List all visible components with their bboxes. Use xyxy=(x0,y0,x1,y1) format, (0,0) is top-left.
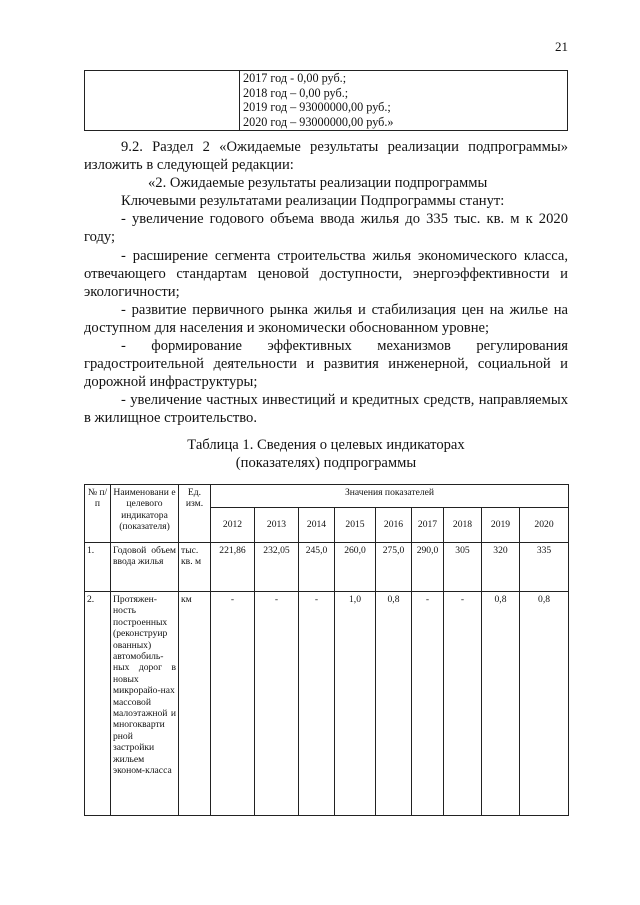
list-item: - расширение сегмента строительства жилья экономического класса, отвечающего стандартам ценовой доступности, энергоэффективности и экологичности; xyxy=(84,247,568,300)
list-item: - формирование эффективных механизмов регулирования градостроительной деятельности и развития инженерной, социальной и дорожной инфраструктуры; xyxy=(84,338,568,391)
row-value: 0,8 xyxy=(482,592,520,816)
row-value: 335 xyxy=(520,543,569,592)
row-value: 1,0 xyxy=(335,592,376,816)
table-header-row xyxy=(85,485,569,508)
row-value: 290,0 xyxy=(412,543,444,592)
funding-table-lines-cell xyxy=(240,71,568,131)
header-year: 2019 xyxy=(482,508,520,543)
funding-line: 2018 год – 0,00 руб.; xyxy=(243,85,349,100)
row-value: - xyxy=(299,592,335,816)
row-value: 260,0 xyxy=(335,543,376,592)
header-year: 2015 xyxy=(335,508,376,543)
funding-line: 2020 год – 93000000,00 руб.» xyxy=(243,114,394,129)
row-value: 320 xyxy=(482,543,520,592)
row-value: 275,0 xyxy=(376,543,412,592)
row-name: Годовой объем ввода жилья xyxy=(111,543,179,592)
row-value: 0,8 xyxy=(376,592,412,816)
page-number: 21 xyxy=(555,39,568,54)
header-year: 2012 xyxy=(211,508,255,543)
funding-line: 2019 год – 93000000,00 руб.; xyxy=(243,100,391,115)
row-value: - xyxy=(255,592,299,816)
header-values: Значения показателей xyxy=(211,485,569,508)
section-heading: «2. Ожидаемые результаты реализации подпрограммы xyxy=(148,175,488,192)
row-num: 2. xyxy=(85,592,111,816)
table-row xyxy=(85,543,569,592)
header-num: № п/п xyxy=(85,485,111,543)
funding-line: 2017 год - 0,00 руб.; xyxy=(243,71,347,85)
list-item: - увеличение частных инвестиций и кредитных средств, направляемых в жилищное строительство. xyxy=(84,392,568,427)
paragraph: 9.2. Раздел 2 «Ожидаемые результаты реализации подпрограммы» изложить в следующей редакции: xyxy=(84,139,568,174)
funding-table xyxy=(84,70,568,131)
header-unit: Ед. изм. xyxy=(179,485,211,543)
table-caption-line: (показателях) подпрограммы xyxy=(235,455,417,471)
table-caption-line: Таблица 1. Сведения о целевых индикаторах xyxy=(187,437,465,453)
header-year: 2018 xyxy=(444,508,482,543)
paragraph: Ключевыми результатами реализации Подпрограммы станут: xyxy=(121,193,505,210)
row-value: 245,0 xyxy=(299,543,335,592)
header-year: 2020 xyxy=(520,508,569,543)
indicators-table xyxy=(84,484,569,816)
funding-table-empty-cell xyxy=(85,71,240,131)
row-unit: тыс. кв. м xyxy=(179,543,211,592)
table-row xyxy=(85,592,569,816)
body-text xyxy=(84,138,568,428)
table-caption xyxy=(84,436,568,472)
list-item: - увеличение годового объема ввода жилья до 335 тыс. кв. м к 2020 году; xyxy=(84,211,568,246)
row-value: 221,86 xyxy=(211,543,255,592)
header-year: 2017 xyxy=(412,508,444,543)
row-value: 305 xyxy=(444,543,482,592)
header-year: 2016 xyxy=(376,508,412,543)
row-value: 232,05 xyxy=(255,543,299,592)
row-unit: км xyxy=(179,592,211,816)
list-item: - развитие первичного рынка жилья и стабилизация цен на жилье на доступном для населения и экономически обоснованном уровне; xyxy=(84,301,568,336)
row-value: - xyxy=(444,592,482,816)
header-name: Наименовани е целевого индикатора (показателя) xyxy=(111,485,179,543)
row-name: Протяжен-ность построенных (реконструир ованных) автомобиль-ных дорог в новых микрорайо-нах массовой малоэтажной и многокварти рной застройки жильем эконом-класса xyxy=(111,592,179,816)
header-year: 2014 xyxy=(299,508,335,543)
row-value: - xyxy=(412,592,444,816)
row-value: - xyxy=(211,592,255,816)
row-num: 1. xyxy=(85,543,111,592)
row-value: 0,8 xyxy=(520,592,569,816)
header-year: 2013 xyxy=(255,508,299,543)
